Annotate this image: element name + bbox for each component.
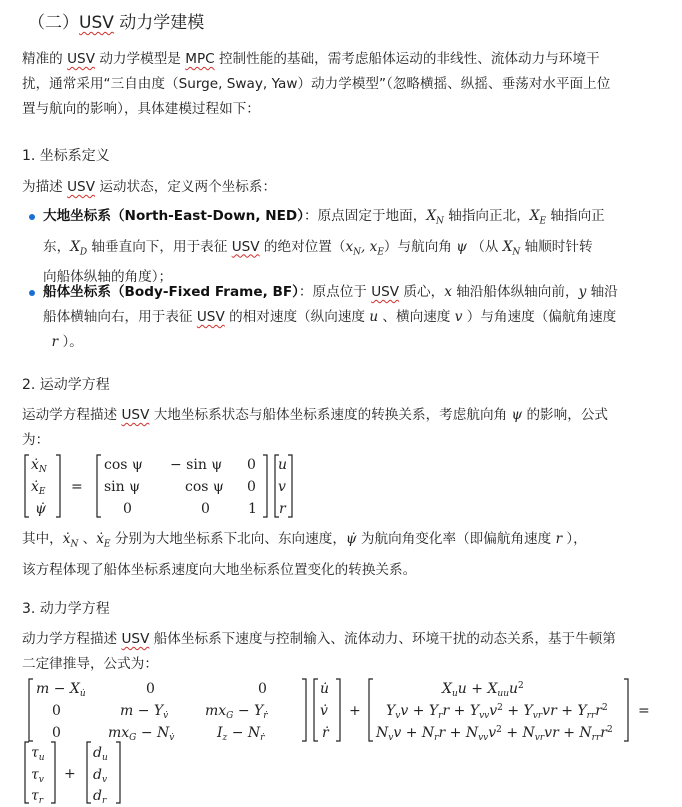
- intro-paragraph: [22, 47, 610, 122]
- lhs-xe: ẋ$_E$: [31, 479, 46, 497]
- force-n: $N_vv + N_rr + N_{vv}v^2 + N_{vr}vr + N_{rr}r^2$: [376, 725, 613, 743]
- acc-u: u̇: [320, 681, 330, 697]
- velocity-vector: [275, 452, 297, 520]
- left-bracket: [97, 455, 101, 517]
- dist-r: $d_r$: [93, 788, 107, 806]
- intro-line-2: 扰，通常采用“三自由度（Surge, Sway, Yaw）动力学模型”（忽略横摇、纵摇、垂荡对水平面上位: [22, 76, 611, 92]
- right-bracket: [624, 679, 628, 741]
- section-3-title: 3. 动力学方程: [22, 601, 110, 617]
- rot-23: 0: [247, 479, 256, 495]
- force-y: $Y_vv + Y_rr + Y_{vv}v^2 + Y_{vr}vr + Y_{rr}r^2$: [386, 703, 608, 721]
- right-bracket: [288, 455, 292, 517]
- tau-v: $\tau_v$: [31, 767, 44, 785]
- acc-r: ṙ: [322, 725, 329, 741]
- intro-line-1: 精准的 USV 动力学模型是 MPC 控制性能的基础，需考虑船体运动的非线性、流体动力与环境干: [22, 51, 600, 67]
- dist-v: $d_v$: [93, 767, 108, 785]
- vel-r: r: [279, 501, 286, 517]
- force-x: $X_uu + X_{uu}u^2$: [442, 681, 524, 699]
- section-2-title: 2. 运动学方程: [22, 377, 110, 393]
- mass-12: 0: [146, 681, 155, 697]
- bullet-ned: 大地坐标系（North-East-Down, NED）：原点固定于地面，$X_N$ 轴指向正北，$X_E$ 轴指向正 东，$X_D$ 轴垂直向下，用于表征 USV 的绝对位置（$x_N$, $x_E$）与航向角 ψ （从 $X_N$ 轴顺时针转 向船体纵轴的角度）；: [43, 208, 605, 286]
- rot-22: cos ψ: [185, 479, 224, 495]
- kinematic-equation: [22, 452, 282, 520]
- section-2-note: 其中，ẋ$_N$ 、ẋ$_E$ 分别为大地坐标系下北向、东向速度，ψ̇ 为航向角变化率（即偏航角速度 r ）， 该方程体现了船体坐标系速度向大地坐标系位置变化的转换关系。: [22, 531, 587, 578]
- section-2-lead: 运动学方程描述 USV 大地坐标系状态与船体坐标系速度的转换关系，考虑航向角 ψ 的影响，公式 为：: [22, 407, 609, 448]
- section-1-lead: 为描述 USV 运动状态，定义两个坐标系：: [22, 179, 277, 195]
- rot-13: 0: [247, 457, 256, 473]
- left-bracket: [25, 742, 29, 803]
- section-3-lead: 动力学方程描述 USV 船体坐标系下速度与控制输入、流体动力、环境干扰的动态关系，基于牛顿第 二定律推导，公式为：: [22, 631, 616, 672]
- right-bracket: [302, 679, 306, 741]
- dist-u: $d_u$: [93, 745, 108, 763]
- bullet-dot: [29, 290, 35, 296]
- tau-u: $\tau_u$: [31, 745, 45, 763]
- vel-u: u: [278, 457, 288, 473]
- left-bracket: [87, 742, 91, 803]
- right-bracket: [116, 742, 120, 803]
- rot-11: cos ψ: [104, 457, 143, 473]
- tau-r: $\tau_r$: [31, 788, 44, 806]
- rot-31: 0: [123, 501, 132, 517]
- right-bracket: [56, 455, 60, 517]
- mass-22: $m - Y_{v̇}$: [120, 703, 169, 721]
- lhs-xn: ẋ$_N$: [31, 457, 47, 475]
- mass-11: $m - X_{u̇}$: [36, 681, 86, 699]
- plus-sign: +: [64, 766, 76, 782]
- bullet-dot: [29, 214, 35, 220]
- lhs-psidot: ψ̇: [35, 501, 46, 517]
- mass-23: $mx_G - Y_ṙ$: [205, 703, 268, 721]
- right-bracket: [336, 679, 340, 741]
- equals-sign: =: [71, 479, 83, 495]
- right-bracket: [263, 455, 267, 517]
- right-bracket: [51, 742, 55, 803]
- rot-33: 1: [248, 501, 257, 517]
- left-bracket: [29, 679, 33, 741]
- left-bracket: [25, 455, 29, 517]
- left-bracket: [369, 679, 373, 741]
- rot-32: 0: [201, 501, 210, 517]
- mass-33: $I_z - N_ṙ$: [217, 725, 265, 743]
- section-heading: （二）USV 动力学建模: [28, 13, 205, 33]
- dynamics-equation: [22, 676, 662, 806]
- bullet-bf: 船体坐标系（Body-Fixed Frame, BF）：原点位于 USV 质心，x 轴沿船体纵轴向前，y 轴沿 船体横轴向右，用于表征 USV 的相对速度（纵向速度 u 、横向速度 v ）与角速度（偏航角速度 r ）。: [43, 284, 618, 350]
- rot-12: − sin ψ: [170, 457, 223, 473]
- equals-sign: =: [638, 703, 650, 719]
- mass-13: 0: [258, 681, 267, 697]
- left-bracket: [314, 679, 318, 741]
- intro-line-3: 置与航向的影响），具体建模过程如下：: [22, 101, 260, 117]
- acc-v: v̇: [320, 703, 328, 719]
- mass-31: 0: [52, 725, 61, 741]
- rot-21: sin ψ: [104, 479, 141, 495]
- section-1-title: 1. 坐标系定义: [22, 148, 110, 164]
- mass-32: $mx_G - N_{v̇}$: [108, 725, 175, 743]
- plus-sign: +: [349, 703, 361, 719]
- mass-21: 0: [52, 703, 61, 719]
- vel-v: v: [278, 479, 286, 495]
